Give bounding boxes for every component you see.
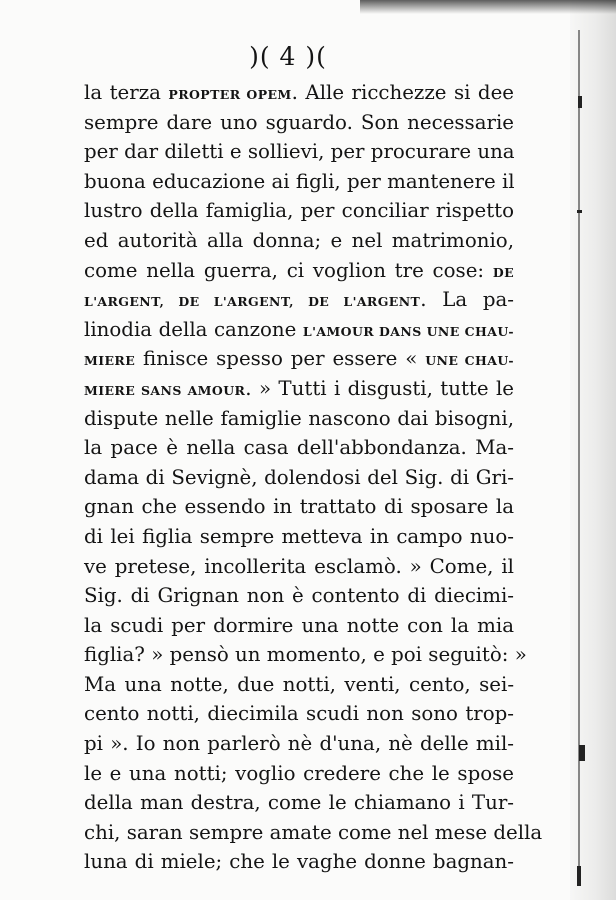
small-caps-phrase: L'ARGENT, DE L'ARGENT, DE L'ARGENT [84, 294, 421, 310]
text-line [84, 699, 514, 729]
ink-speck [577, 210, 582, 213]
text-line [84, 315, 514, 345]
ink-speck [578, 96, 582, 108]
text-segment: pi ». Io non parlerò nè d'una, nè delle mil- [84, 732, 514, 756]
scan-top-shadow [360, 0, 616, 14]
text-line [84, 108, 514, 138]
text-segment: la pace è nella casa dell'abbondanza. Ma- [84, 436, 514, 460]
text-segment: dama di Sevignè, dolendosi del Sig. di Gri- [84, 465, 514, 489]
page-edge-shadow [570, 0, 616, 900]
small-caps-phrase: UNE CHAU- [425, 353, 514, 369]
text-segment: come nella guerra, ci voglion tre cose: [84, 258, 493, 282]
text-line [84, 492, 514, 522]
small-caps-phrase: MIERE SANS AMOUR [84, 382, 246, 398]
ink-speck [577, 866, 581, 886]
text-segment: chi, saran sempre amate come nel mese della [84, 820, 543, 844]
text-segment: dispute nelle famiglie nascono dai bisogni, [84, 406, 514, 430]
text-segment: della man destra, come le chiamano i Tur- [84, 791, 514, 815]
text-line [84, 374, 514, 404]
small-caps-phrase: PROPTER OPEM [168, 87, 292, 102]
text-line [84, 552, 514, 582]
text-line [84, 137, 514, 167]
text-segment: buona educazione ai figli, per mantenere il [84, 169, 515, 193]
text-segment: per dar diletti e sollievi, per procurare una [84, 140, 515, 164]
text-line [84, 463, 514, 493]
text-line [84, 818, 543, 848]
text-segment: le e una notti; voglio credere che le spose [84, 761, 514, 785]
body-text [84, 78, 543, 877]
text-segment: ed autorità alla donna; e nel matrimonio, [84, 228, 514, 252]
text-line [84, 670, 514, 700]
text-line [84, 344, 514, 374]
small-caps-phrase: MIERE [84, 353, 136, 369]
text-segment: . » Tutti i disgusti, tutte le [245, 376, 514, 400]
text-segment: . La pa- [420, 288, 514, 312]
text-segment: figlia? » pensò un momento, e poi seguitò: » [84, 643, 527, 667]
text-line [84, 226, 514, 256]
text-line [84, 581, 514, 611]
text-segment: sempre dare uno sguardo. Son necessarie [84, 110, 514, 134]
text-segment: cento notti, diecimila scudi non sono trop- [84, 702, 514, 726]
text-line [84, 640, 527, 670]
text-line [84, 522, 514, 552]
text-segment: di lei figlia sempre metteva in campo nuo- [84, 524, 514, 548]
text-segment: gnan che essendo in trattato di sposare la [84, 495, 514, 519]
text-line [84, 256, 514, 286]
small-caps-phrase: L'AMOUR DANS UNE CHAU- [302, 323, 515, 339]
text-segment: ve pretese, incollerita esclamò. » Come, il [84, 554, 514, 578]
small-caps-phrase: DE [492, 264, 514, 280]
text-line [84, 78, 514, 108]
text-segment: finisce spesso per essere « [135, 347, 426, 371]
text-segment: la scudi per dormire una notte con la mia [84, 613, 514, 637]
text-segment: Sig. di Grignan non è contento di diecimi- [84, 584, 514, 608]
text-line [84, 759, 514, 789]
text-segment: luna di miele; che le vaghe donne bagnan- [84, 850, 514, 874]
text-line [84, 847, 514, 877]
page-number: )( 4 )( [249, 42, 327, 71]
text-line [84, 433, 514, 463]
text-segment: la terza [84, 81, 169, 104]
text-line [84, 788, 514, 818]
text-segment: . Alle ricchezze si dee [291, 81, 514, 104]
text-line [84, 729, 514, 759]
text-line [84, 611, 514, 641]
text-segment: lustro della famiglia, per conciliar rispetto [84, 199, 514, 223]
text-segment: linodia della canzone [84, 317, 303, 341]
ink-speck [579, 745, 585, 761]
text-segment: Ma una notte, due notti, venti, cento, sei- [84, 672, 514, 696]
page-number-header [0, 42, 616, 71]
text-line [84, 285, 514, 315]
text-line [84, 404, 514, 434]
text-line [84, 167, 514, 197]
text-line [84, 196, 514, 226]
